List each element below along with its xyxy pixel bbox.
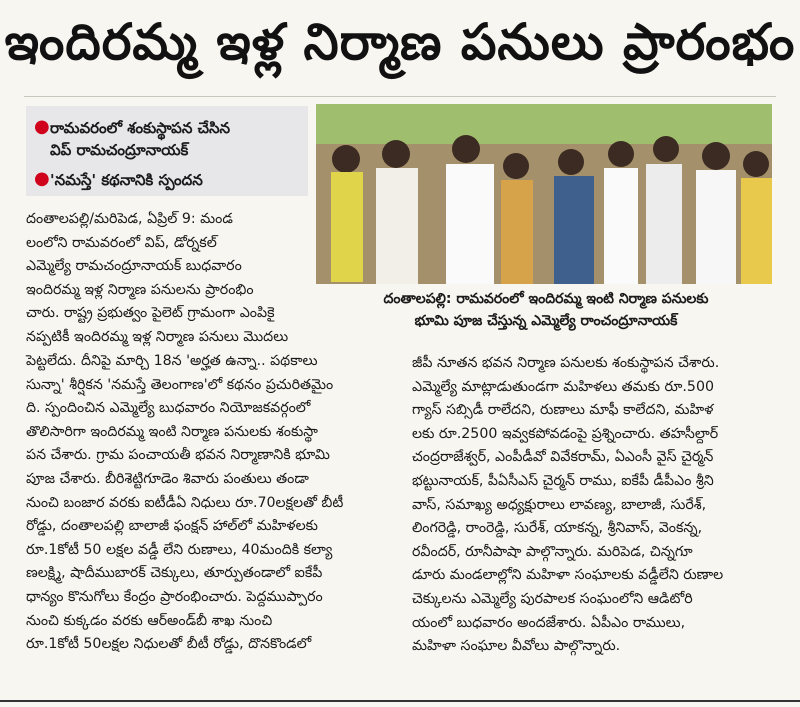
caption-line: భూమి పూజ చేస్తున్న ఎమ్మెల్యే రాంచంద్రూనాయక్ [414, 313, 678, 329]
body-line: ఎమ్మెల్యే రామచంద్రూనాయక్ బుధవారం [26, 258, 242, 275]
highlight-text: విప్ రామచంద్రూనాయక్ [50, 141, 189, 159]
body-line: తొలిసారిగా ఇందిరమ్మ ఇంటి నిర్మాణ పనులకు శంకుస్థా [26, 423, 318, 440]
photo-caption [318, 288, 774, 332]
body-line: డూరు మండలాల్లోని మహిళా సంఘాలకు వడ్డీలేని రుణాల [412, 567, 724, 584]
body-line: పూజ చేశారు. బీరిశెట్టిగూడెం శివారు పంతులు తండా [26, 470, 309, 487]
news-photo [316, 104, 772, 284]
body-line: ధాన్యం కొనుగోలు కేంద్రం ప్రారంభించారు. పెద్దముప్పారం [26, 588, 323, 605]
body-line: లంలోని రామవరంలో విప్, డోర్నకల్ [26, 234, 217, 251]
body-line: ణలక్ష్మి, షాదీముబారక్ చెక్కులు, తూర్పుతండాలో ఐకేపీ [26, 565, 323, 582]
body-line: లింగరెడ్డి, రాంరెడ్డి, సురేశ్, యాకన్న, శ్రీనివాస్, వెంకన్న, [412, 520, 703, 537]
highlight-item [34, 116, 300, 140]
body-line: జీపీ నూతన భవన నిర్మాణ పనులకు శంకుస్థాపన చేశారు. [412, 355, 720, 371]
news-photo-illustration [316, 104, 772, 284]
body-line: పన చేశారు. గ్రామ పంచాయతీ భవన నిర్మాణానికి భూమి [26, 447, 330, 464]
body-line: రూ.1కోటీ 50 లక్షల వడ్డీ లేని రుణాలు, 40మందికి కల్యా [26, 541, 333, 558]
headline-divider [24, 96, 776, 97]
highlight-text: 'నమస్తే' కథనానికి స్పందన [50, 171, 203, 189]
body-line: చారు. రాష్ట్ర ప్రభుత్వం పైలెట్ గ్రామంగా ఎంపికై [26, 305, 275, 322]
body-line: చెక్కులను ఎమ్మెల్యే పురపాలక సంఘంలోని ఆడిటోరి [412, 590, 693, 607]
body-line: లకు రూ.2500 ఇవ్వకపోవడంపై ప్రశ్నించారు. తహసీల్దార్ [412, 425, 719, 442]
body-line: చంద్రరాజేశ్వర్, ఎంపీడీవో వివేకరామ్, ఏఎంసీ వైస్ చైర్మన్ [412, 449, 714, 466]
body-line: మహిళా సంఘాల వీవోలు పాల్గొన్నారు. [412, 638, 621, 655]
body-line: యంలో బుధవారం అందజేశారు. ఏపీఎం రాములు, [412, 614, 686, 631]
body-line: నప్పటికీ ఇందిరమ్మ ఇళ్ల నిర్మాణ పనులు మొదలు [26, 328, 289, 345]
highlights-box [26, 106, 308, 196]
body-line: దంతాలపల్లి/మరిపెడ, ఏప్రిల్ 9: మండ [26, 211, 233, 227]
caption-line: దంతాలపల్లి: రామవరంలో ఇందిరమ్మ ఇంటి నిర్మాణ పనులకు [383, 291, 709, 307]
body-line: గ్యాస్ సబ్సిడీ రాలేదని, రుణాలు మాఫీ కాలేదని, మహిళ [412, 402, 714, 419]
article-column-2 [26, 350, 398, 657]
body-line: రవీందర్, రూనీపాషా పాల్గొన్నారు. మరిపెడ, చిన్నగూ [412, 543, 693, 560]
highlight-item-continuation [34, 138, 300, 162]
highlight-text: రామవరంలో శంకుస్థాపన చేసిన [50, 119, 231, 137]
body-line: రోడ్డు, దంతాలపల్లి బాలాజీ ఫంక్షన్ హాల్‌లో మహిళలకు [26, 518, 318, 535]
page-bottom-rule [0, 700, 800, 702]
article-column-3 [412, 352, 776, 659]
body-line: రూ.1కోటీ 50లక్షల నిధులతో బీటీ రోడ్డు, దొనకొండలో [26, 636, 312, 653]
body-line: ఇందిరమ్మ ఇళ్ల నిర్మాణ పనులను ప్రారంభిం [26, 281, 254, 298]
headline: ఇందిరమ్మ ఇళ్ల నిర్మాణ పనులు ప్రారంభం [4, 12, 796, 71]
body-line: వాస్, సమాఖ్య అధ్యక్షురాలు లావణ్య, బాలాజీ, సురేశ్, [412, 496, 707, 513]
highlight-item [34, 168, 300, 192]
body-line: భట్టునాయక్, పీఏసీఎస్ చైర్మన్ రాము, ఐకేపీ డీపీఎం శ్రీని [412, 472, 714, 489]
body-line: ఎమ్మెల్యే మాట్లాడుతుండగా మహిళలు తమకు రూ.500 [412, 378, 714, 395]
bullet-icon: ● [34, 168, 50, 189]
bullet-icon: ● [34, 116, 50, 137]
body-line: నుంచి కుక్కడం వరకు ఆర్‌అండ్‌బీ శాఖ నుంచి [26, 612, 273, 629]
article-column-1 [26, 208, 310, 350]
body-line: సున్నా' శీర్షికన 'నమస్తే తెలంగాణ'లో కథనం ప్రచురితమైం [26, 376, 334, 393]
body-line: ది. స్పందించిన ఎమ్మెల్యే బుధవారం నియోజకవర్గంలో [26, 400, 311, 417]
body-line: పెట్టలేదు. దీనిపై మార్చి 18న 'అర్హత ఉన్నా.. పథకాలు [26, 353, 318, 369]
body-line: నుంచి బంజార వరకు ఐటీడీఏ నిధులు రూ.70లక్షలతో బీటీ [26, 494, 344, 511]
